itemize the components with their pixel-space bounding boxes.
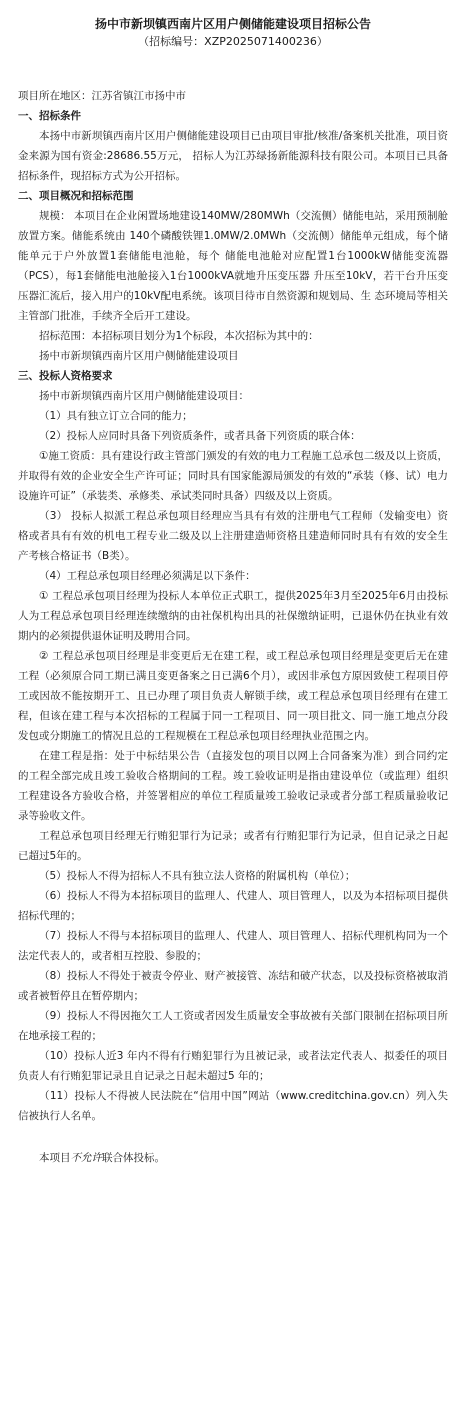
qualification-intro: 扬中市新坝镇西南片区用户侧储能建设项目： — [39, 390, 249, 402]
section-heading-qualifications: 三、投标人资格要求 — [18, 370, 113, 382]
scope-paragraph: 招标范围：本招标项目划分为1个标段，本次招标为其中的： — [39, 330, 319, 342]
qualification-item-2a: ①施工资质：具有建设行政主管部门颁发的有效的电力工程施工总承包二级及以上资质，并取得有效的企业安全生产许可证；同时具有国家能源局颁发的有效的“承装（修、试）电力设施许可证”（承装类、承修类、承试类同时具备）四级及以上资质。 — [18, 450, 448, 502]
qualification-item-8: （8）投标人不得处于被责令停业、财产被接管、冻结和破产状态，以及投标资格被取消或者被暂停且在暂停期内； — [18, 970, 448, 1002]
qualification-item-4d: 工程总承包项目经理无行贿犯罪行为记录；或者有行贿犯罪行为记录，但自记录之日起已超过5年的。 — [18, 830, 448, 862]
qualification-item-3: （3） 投标人拟派工程总承包项目经理应当具有有效的注册电气工程师（发输变电）资格或者具有有效的机电工程专业二级及以上注册建造师资格且建造师同时具有有效的安全生产考核合格证书（B类）。 — [18, 510, 448, 562]
consortium-statement — [18, 1148, 448, 1168]
qualification-item-2: （2）投标人应同时具备下列资质条件，或者具备下列资质的联合体： — [39, 430, 361, 442]
qualification-item-10: （10）投标人近3 年内不得有行贿犯罪行为且被记录，或者法定代表人、拟委任的项目负责人有行贿犯罪记录且自记录之日起未超过5 年的； — [18, 1050, 448, 1082]
consortium-suffix: 联合体投标。 — [102, 1152, 165, 1164]
header — [18, 0, 448, 50]
lot-name: 扬中市新坝镇西南片区用户侧储能建设项目 — [39, 350, 239, 362]
qualification-item-4b: ② 工程总承包项目经理是非变更后无在建工程，或工程总承包项目经理是变更后无在建工程（必须原合同工期已满且变更备案之日已满6个月），或因非承包方原因致使工程项目停工或因故不能按期开工、且已办理了项目负责人解锁手续，或工程总承包项目经理有在建工程，但该在建工程与本次招标的工程属于同一工程项目、同一项目批文、同一施工地点分段发包或分期施工的情况且总的工程规模在工程总承包项目经理执业范围之内。 — [18, 650, 448, 742]
qualification-item-1: （1）具有独立订立合同的能力； — [39, 410, 193, 422]
document-title: 扬中市新坝镇西南片区用户侧储能建设项目招标公告 — [94, 17, 371, 31]
qualification-item-4: （4）工程总承包项目经理必须满足以下条件： — [39, 570, 256, 582]
qualification-item-9: （9）投标人不得因拖欠工人工资或者因发生质量安全事故被有关部门限制在招标项目所在地承接工程的； — [18, 1010, 448, 1042]
project-location: 项目所在地区：江苏省镇江市扬中市 — [18, 90, 186, 102]
qualification-item-4c: 在建工程是指：处于中标结果公告（直接发包的项目以网上合同备案为准）到合同约定的工程全部完成且竣工验收合格期间的工程。竣工验收证明是指由建设单位（或监理）组织工程建设各方验收合格，并签署相应的单位工程质量竣工验收记录或者分部工程质量验收记录等验收文件。 — [18, 750, 448, 822]
conditions-paragraph: 本扬中市新坝镇西南片区用户侧储能建设项目已由项目审批/核准/备案机关批准，项目资金来源为国有资金:28686.55万元， 招标人为江苏绿扬新能源科技有限公司。本项目已具备招标条件，现招标方式为公开招标。 — [18, 130, 448, 182]
section-heading-overview: 二、项目概况和招标范围 — [18, 190, 134, 202]
handwritten-fill-in: 不允许 — [70, 1152, 102, 1164]
qualification-item-7: （7）投标人不得与本招标项目的监理人、代建人、项目管理人、招标代理机构同为一个法定代表人的，或者相互控股、参股的； — [18, 930, 448, 962]
qualification-item-11: （11）投标人不得被人民法院在“信用中国”网站（www.creditchina.gov.cn）列入失信被执行人名单。 — [18, 1090, 448, 1122]
qualification-item-6: （6）投标人不得为本招标项目的监理人、代建人、项目管理人，以及为本招标项目提供招标代理的； — [18, 890, 448, 922]
consortium-prefix: 本项目 — [39, 1152, 71, 1164]
qualification-item-5: （5）投标人不得为招标人不具有独立法人资格的附属机构（单位）； — [39, 870, 356, 882]
tender-number: （招标编号：XZP2025071400236） — [138, 35, 328, 48]
section-heading-conditions: 一、招标条件 — [18, 110, 81, 122]
qualification-item-4a: ① 工程总承包项目经理为投标人本单位正式职工，提供2025年3月至2025年6月由投标人为工程总承包项目经理连续缴纳的由社保机构出具的社保缴纳证明，已退休仍在执业有效期内的必须提供退休证明及聘用合同。 — [18, 590, 448, 642]
scale-paragraph: 规模： 本项目在企业闲置场地建设140MW/280MWh（交流侧）储能电站，采用预制舱放置方案。储能系统由 140个磷酸铁锂1.0MW/2.0MWh（交流侧）储能单元组成，每个储能单元于户外放置1套储能电池舱，每个 储能电池舱对应配置1台1000kW储能变流器（PCS），每1套储能电池舱接入1台1000kVA就地升压变压器 升压至10kV，若干台升压变压器汇流后，接入用户的10kV配电系统。该项目待市自然资源和规划局、生 态环境局等相关主管部门批准，手续齐全后开工建设。 — [18, 210, 448, 322]
